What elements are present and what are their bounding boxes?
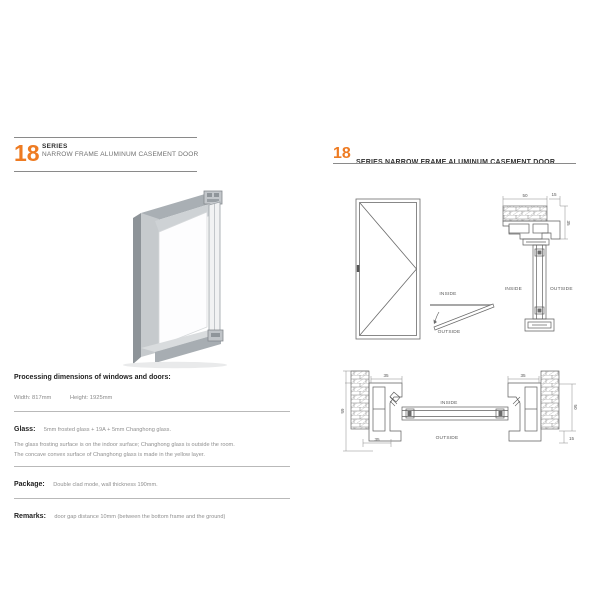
hs-dim-right-value: 50: [573, 404, 578, 410]
door-handle: [357, 265, 360, 272]
width-value: Width: 817mm: [14, 395, 52, 401]
hs-leaf: [402, 407, 508, 420]
door3d-shadow: [123, 362, 227, 368]
swing-diagram: [430, 291, 494, 335]
right-header-text: [356, 151, 555, 169]
package-value: Double clad mode, wall thickness 190mm.: [53, 482, 158, 488]
hs-dim-left-value: 65: [340, 408, 345, 414]
hs-dim-bottomleft-value: 35: [374, 437, 380, 442]
glass-note-1: The glass frosting surface is on the indoor surface; Changhong glass is outside the room.: [14, 442, 235, 448]
series-title: NARROW FRAME ALUMINUM CASEMENT DOOR: [42, 151, 199, 158]
left-header-rule-bottom: [14, 171, 197, 172]
horizontal-section: [340, 371, 578, 451]
hs-outside-label: OUTSIDE: [435, 436, 459, 441]
vs-dim-topright: [549, 196, 560, 206]
spec-rule-2: [14, 466, 290, 467]
swing-outside-label: OUTSIDE: [437, 330, 461, 335]
glass-value: 5mm frosted glass + 19A + 5mm Changhong glass.: [43, 427, 172, 433]
hs-right-profile: [508, 383, 541, 441]
door3d-left-side: [133, 213, 141, 364]
spec-rule-1: [14, 411, 290, 412]
glass-note-2: The concave convex surface of Changhong glass is made in the yellow layer.: [14, 451, 205, 458]
glass-label: Glass:: [14, 426, 36, 433]
left-header-text: [42, 143, 198, 158]
hs-dim-bottomright: [559, 431, 568, 443]
door3d-left-front: [141, 213, 159, 357]
spec-block: [14, 374, 290, 523]
hs-left-profile: [369, 383, 402, 441]
technical-drawings: [333, 183, 588, 493]
vertical-section: [503, 192, 573, 331]
door-elevation: [356, 199, 420, 339]
vs-outside-label: OUTSIDE: [550, 287, 573, 292]
left-header-rule-top: [14, 137, 197, 138]
swing-inside-label: INSIDE: [439, 292, 457, 297]
vs-dim-right-value: 35: [566, 220, 571, 226]
height-value: Height: 1925mm: [69, 395, 113, 401]
door-3d-render: [55, 180, 265, 370]
hs-left-brick: [351, 371, 369, 429]
hs-dim-lefttop-value: 35: [383, 373, 389, 378]
package-label: Package:: [14, 481, 45, 488]
hs-right-brick: [541, 371, 559, 429]
vs-dim-topright-value: 15: [551, 192, 557, 197]
remarks-label: Remarks:: [14, 513, 46, 520]
vs-leaf: [533, 245, 546, 319]
left-header: [14, 142, 40, 166]
door3d-right-stile: [209, 202, 220, 337]
door3d-glass: [159, 212, 207, 346]
vs-head-profile: [503, 221, 560, 245]
spec-rule-3: [14, 498, 290, 499]
right-header-rule: [333, 163, 576, 164]
swing-leaf: [434, 304, 494, 330]
series-label: SERIES: [42, 143, 68, 150]
vs-inside-label: INSIDE: [504, 287, 522, 292]
door3d-bottom-cap: [208, 330, 223, 341]
vs-brick-wall: [503, 206, 547, 221]
swing-arc: [435, 312, 439, 322]
hs-dim-bottomright-value: 15: [569, 436, 575, 441]
vs-dim-top-value: 50: [522, 193, 528, 198]
right-header: [333, 145, 351, 163]
hs-dim-righttop-value: 35: [520, 373, 526, 378]
processing-title: Processing dimensions of windows and doors:: [14, 374, 171, 381]
series-number: 18: [14, 140, 40, 166]
vs-sill-profile: [525, 319, 554, 331]
remarks-value: door gap distance 10mm (between the bottom frame and the ground): [54, 514, 226, 520]
hs-inside-label: INSIDE: [440, 401, 458, 406]
series-number-right: 18: [333, 145, 351, 162]
